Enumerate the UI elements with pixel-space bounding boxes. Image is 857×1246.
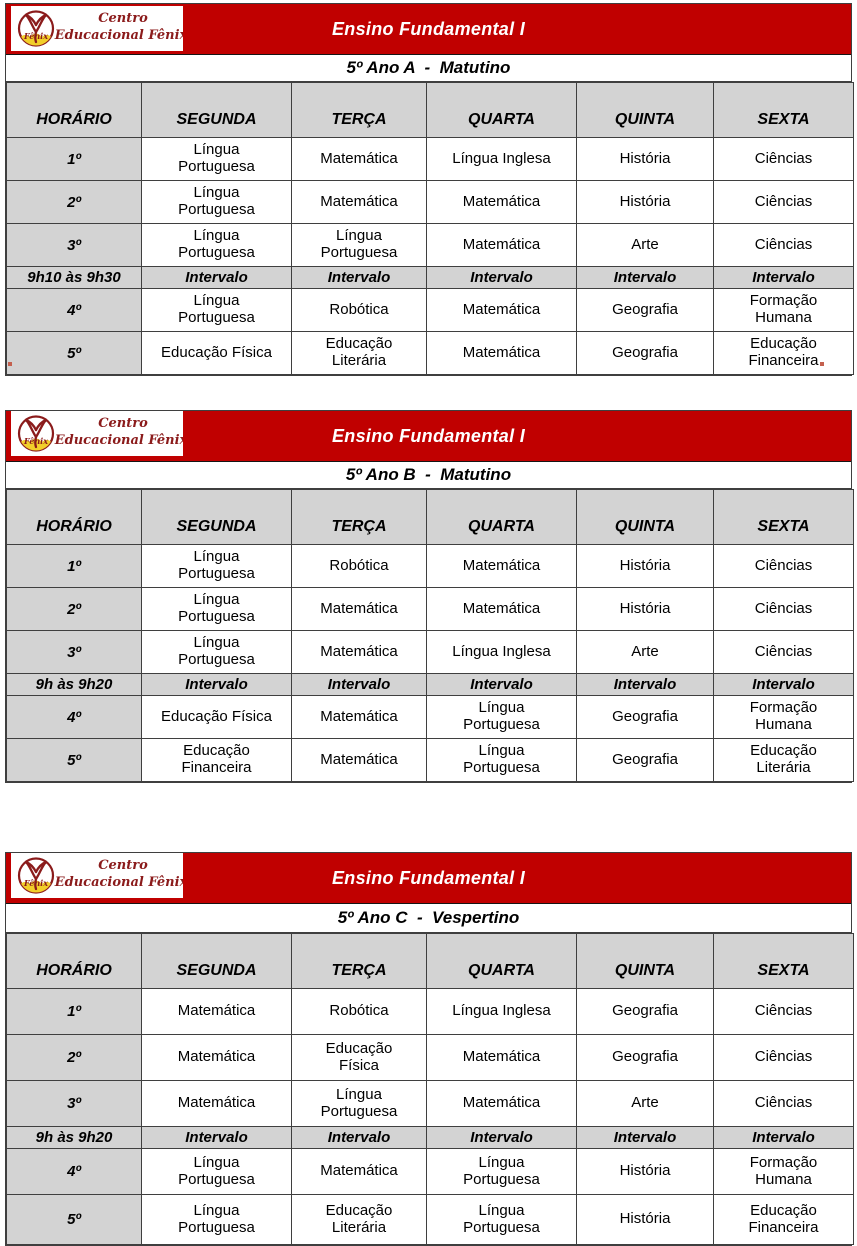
timetable-board-5c [5,852,852,1246]
subject-cell: Língua Portuguesa [292,224,427,267]
subject-cell: Robótica [292,289,427,332]
subject-cell: Matemática [427,588,577,631]
subject-cell: Língua Portuguesa [142,138,292,181]
subject-cell: Língua Portuguesa [142,224,292,267]
subject-cell: Educação Financeira [142,739,292,782]
timetable-5a [6,82,854,375]
subject-cell: Geografia [577,739,714,782]
banner [6,853,851,904]
table-row [7,332,854,375]
timetable-board-5a [5,3,852,376]
interval-cell: Intervalo [292,1127,427,1149]
subject-cell: Ciências [714,989,854,1035]
table-row [7,224,854,267]
subject-cell: Educação Literária [714,739,854,782]
logo-line1: Centro [98,416,148,431]
class-subtitle: 5º Ano B - Matutino [6,462,851,489]
subject-cell: Matemática [142,989,292,1035]
interval-cell: Intervalo [577,267,714,289]
subject-cell: Língua Inglesa [427,631,577,674]
period-cell: 4º [7,696,142,739]
table-row [7,631,854,674]
school-logo [11,853,183,898]
subject-cell: Ciências [714,588,854,631]
period-cell: 5º [7,332,142,375]
subject-cell: Matemática [427,224,577,267]
subject-cell: Matemática [427,289,577,332]
col-horario: HORÁRIO [7,490,142,545]
timetable-board-5b [5,410,852,783]
interval-time: 9h10 às 9h30 [7,267,142,289]
logo-line1: Centro [98,11,148,26]
subject-cell: Matemática [292,1149,427,1195]
subject-cell: Matemática [292,696,427,739]
subject-cell: História [577,588,714,631]
subject-cell: Ciências [714,224,854,267]
interval-cell: Intervalo [292,674,427,696]
subject-cell: Geografia [577,332,714,375]
subject-cell: Ciências [714,1081,854,1127]
subject-cell: Língua Portuguesa [292,1081,427,1127]
col-terca: TERÇA [292,490,427,545]
interval-cell: Intervalo [714,674,854,696]
subject-cell: Matemática [427,181,577,224]
table-row [7,545,854,588]
interval-time: 9h às 9h20 [7,1127,142,1149]
subject-cell: Língua Portuguesa [427,739,577,782]
subject-cell: Língua Portuguesa [142,1149,292,1195]
logo-line2: Educacional Fênix [54,28,183,43]
col-segunda: SEGUNDA [142,490,292,545]
interval-cell: Intervalo [427,674,577,696]
class-subtitle: 5º Ano A - Matutino [6,55,851,82]
col-horario: HORÁRIO [7,83,142,138]
phoenix-logo-icon [11,853,183,898]
period-cell: 4º [7,289,142,332]
table-row [7,138,854,181]
subject-cell: Matemática [292,588,427,631]
subject-cell: Matemática [292,739,427,782]
subject-cell: Ciências [714,1035,854,1081]
subject-cell: Educação Financeira [714,1195,854,1245]
subject-cell: História [577,138,714,181]
table-row [7,1195,854,1245]
col-quarta: QUARTA [427,934,577,989]
banner-title: Ensino Fundamental I [331,426,525,446]
subject-cell: Educação Literária [292,332,427,375]
period-cell: 3º [7,224,142,267]
subject-cell: Língua Portuguesa [142,289,292,332]
interval-cell: Intervalo [142,267,292,289]
subject-cell: Língua Inglesa [427,138,577,181]
subject-cell: Educação Literária [292,1195,427,1245]
subject-cell: Robótica [292,989,427,1035]
interval-cell: Intervalo [714,1127,854,1149]
period-cell: 1º [7,138,142,181]
table-row [7,588,854,631]
artifact-dot [8,362,12,366]
subject-cell: Educação Física [292,1035,427,1081]
subject-cell: Matemática [427,1035,577,1081]
col-sexta: SEXTA [714,490,854,545]
interval-row [7,1127,854,1149]
interval-cell: Intervalo [292,267,427,289]
subject-cell: Educação Física [142,696,292,739]
col-sexta: SEXTA [714,934,854,989]
subject-cell: Língua Portuguesa [142,181,292,224]
subject-cell: Formação Humana [714,696,854,739]
logo-badge-text: Fênix [24,878,48,888]
subject-cell: Matemática [142,1035,292,1081]
subject-cell: Formação Humana [714,1149,854,1195]
header-row [7,934,854,989]
subject-cell: Educação Financeira [714,332,854,375]
header-row [7,490,854,545]
period-cell: 5º [7,1195,142,1245]
subject-cell: Geografia [577,1035,714,1081]
banner [6,411,851,462]
logo-line2: Educacional Fênix [54,875,183,890]
subject-cell: Matemática [427,332,577,375]
col-terca: TERÇA [292,934,427,989]
subject-cell: Matemática [292,138,427,181]
subject-cell: Língua Portuguesa [427,696,577,739]
banner-title: Ensino Fundamental I [331,19,525,39]
table-row [7,989,854,1035]
col-quinta: QUINTA [577,934,714,989]
col-quarta: QUARTA [427,83,577,138]
subject-cell: Ciências [714,631,854,674]
subject-cell: Língua Portuguesa [427,1195,577,1245]
table-row [7,739,854,782]
subject-cell: Língua Portuguesa [142,631,292,674]
interval-row [7,267,854,289]
subject-cell: Ciências [714,138,854,181]
table-row [7,181,854,224]
subject-cell: Língua Inglesa [427,989,577,1035]
subject-cell: Geografia [577,696,714,739]
period-cell: 4º [7,1149,142,1195]
interval-time: 9h às 9h20 [7,674,142,696]
timetable-5b [6,489,854,782]
subject-cell: História [577,1149,714,1195]
subject-cell: Geografia [577,289,714,332]
artifact-dot [820,362,824,366]
subject-cell: Matemática [292,631,427,674]
subject-cell: Arte [577,1081,714,1127]
table-row [7,696,854,739]
phoenix-logo-icon [11,6,183,51]
interval-cell: Intervalo [142,1127,292,1149]
subject-cell: Língua Portuguesa [142,545,292,588]
interval-cell: Intervalo [427,267,577,289]
col-quarta: QUARTA [427,490,577,545]
col-quinta: QUINTA [577,83,714,138]
subject-cell: Ciências [714,181,854,224]
school-logo [11,6,183,51]
logo-line2: Educacional Fênix [54,433,183,448]
subject-cell: Língua Portuguesa [142,588,292,631]
subject-cell: Arte [577,224,714,267]
col-sexta: SEXTA [714,83,854,138]
col-segunda: SEGUNDA [142,83,292,138]
col-horario: HORÁRIO [7,934,142,989]
interval-cell: Intervalo [714,267,854,289]
period-cell: 1º [7,989,142,1035]
table-row [7,289,854,332]
class-subtitle: 5º Ano C - Vespertino [6,904,851,933]
period-cell: 2º [7,181,142,224]
subject-cell: Educação Física [142,332,292,375]
logo-line1: Centro [98,858,148,873]
col-terca: TERÇA [292,83,427,138]
header-row [7,83,854,138]
interval-cell: Intervalo [427,1127,577,1149]
logo-badge-text: Fênix [24,31,48,41]
period-cell: 2º [7,588,142,631]
subject-cell: Matemática [427,545,577,588]
col-quinta: QUINTA [577,490,714,545]
col-segunda: SEGUNDA [142,934,292,989]
subject-cell: História [577,181,714,224]
subject-cell: Matemática [142,1081,292,1127]
timetable-5c [6,933,854,1245]
interval-row [7,674,854,696]
period-cell: 5º [7,739,142,782]
banner [6,4,851,55]
period-cell: 2º [7,1035,142,1081]
subject-cell: Robótica [292,545,427,588]
school-logo [11,411,183,456]
subject-cell: Matemática [292,181,427,224]
interval-cell: Intervalo [142,674,292,696]
subject-cell: Língua Portuguesa [427,1149,577,1195]
phoenix-logo-icon [11,411,183,456]
subject-cell: Geografia [577,989,714,1035]
period-cell: 1º [7,545,142,588]
subject-cell: História [577,1195,714,1245]
interval-cell: Intervalo [577,674,714,696]
subject-cell: Matemática [427,1081,577,1127]
logo-badge-text: Fênix [24,436,48,446]
interval-cell: Intervalo [577,1127,714,1149]
table-row [7,1149,854,1195]
banner-title: Ensino Fundamental I [331,868,525,888]
subject-cell: História [577,545,714,588]
subject-cell: Língua Portuguesa [142,1195,292,1245]
subject-cell: Ciências [714,545,854,588]
table-row [7,1035,854,1081]
period-cell: 3º [7,631,142,674]
table-row [7,1081,854,1127]
subject-cell: Arte [577,631,714,674]
subject-cell: Formação Humana [714,289,854,332]
period-cell: 3º [7,1081,142,1127]
